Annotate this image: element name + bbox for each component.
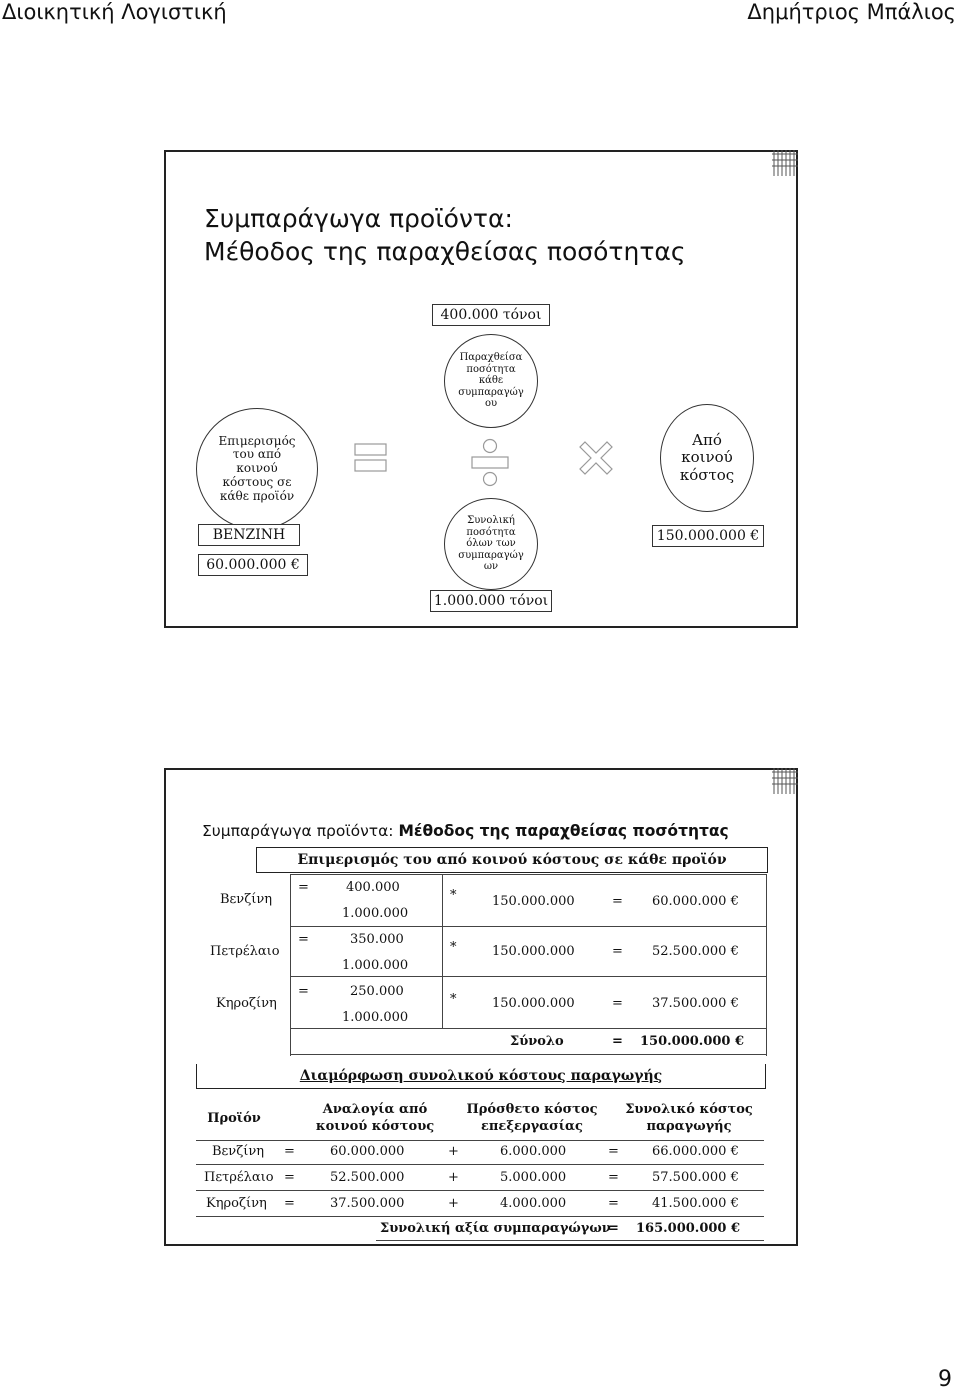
slide-title-line2: Μέθοδος της παραχθείσας ποσότητας xyxy=(204,237,686,266)
table-divider xyxy=(290,1054,766,1055)
grand-total-value: 165.000.000 € xyxy=(636,1221,741,1236)
joint-cost-box: 150.000.000 € xyxy=(652,525,764,547)
joint-cost: 150.000.000 xyxy=(492,894,575,909)
joint-share-value: 60.000.000 xyxy=(330,1144,405,1159)
production-cost-section-title-text: Διαμόρφωση συνολικού κόστους παραγωγής xyxy=(299,1068,663,1084)
plus-sign: + xyxy=(448,1170,459,1185)
product-quantity: 400.000 xyxy=(346,880,400,895)
joint-share-value: 52.500.000 xyxy=(330,1170,405,1185)
equals-sign: = xyxy=(298,984,309,999)
allocated-cost: 37.500.000 € xyxy=(652,996,739,1011)
circle-cost-allocation xyxy=(196,408,318,530)
table-divider xyxy=(196,1164,764,1165)
product-quantity: 250.000 xyxy=(350,984,404,999)
table-divider xyxy=(290,1028,766,1029)
production-cost-section-title xyxy=(196,1064,766,1089)
equals-sign: = xyxy=(612,996,623,1011)
product-name: Πετρέλαιο xyxy=(204,1170,274,1185)
circle-product-quantity-label: Παραχθείσα ποσότητα κάθε συμπαραγώγ ου xyxy=(458,352,524,410)
additional-cost-value: 5.000.000 xyxy=(500,1170,567,1185)
multiply-icon xyxy=(578,440,614,476)
circle-total-quantity-label: Συνολική ποσότητα όλων των συμπαραγώγ ων xyxy=(458,515,524,573)
table-divider xyxy=(196,1216,764,1217)
equals-sign: = xyxy=(612,1034,623,1049)
equals-sign: = xyxy=(608,1221,619,1236)
total-cost-value: 41.500.000 € xyxy=(652,1196,739,1211)
column-header-additional-cost: Πρόσθετο κόστος επεξεργασίας xyxy=(466,1102,598,1134)
slide-corner-decoration xyxy=(772,150,798,176)
allocation-total-value: 150.000.000 € xyxy=(640,1034,745,1049)
column-header-product: Προϊόν xyxy=(207,1111,261,1126)
table-divider xyxy=(376,1240,764,1241)
circle-total-quantity xyxy=(444,498,538,590)
product-name-box: ΒΕΝΖΙΝΗ xyxy=(198,524,300,546)
equals-sign: = xyxy=(608,1144,619,1159)
allocated-cost-box: 60.000.000 € xyxy=(198,554,308,576)
additional-cost-value: 4.000.000 xyxy=(500,1196,567,1211)
equals-sign: = xyxy=(284,1170,295,1185)
circle-cost-allocation-label: Επιμερισμός του από κοινού κόστους σε κάθε προϊόν xyxy=(218,433,296,503)
header-author: Δημήτριος Μπάλιος xyxy=(747,0,956,24)
circle-joint-cost-label: Από κοινού κόστος xyxy=(679,431,735,484)
product-name: Κηροζίνη xyxy=(216,996,277,1011)
slide-title xyxy=(202,822,729,840)
equals-sign: = xyxy=(612,894,623,909)
table-divider xyxy=(196,1190,764,1191)
table-divider xyxy=(196,1140,764,1141)
slide-title-line1: Συμπαράγωγα προϊόντα: xyxy=(204,204,513,233)
equals-sign: = xyxy=(608,1170,619,1185)
product-quantity: 350.000 xyxy=(350,932,404,947)
equals-icon xyxy=(354,442,388,474)
allocation-section-title: Επιμερισμός του από κοινού κόστους σε κάθε προϊόν xyxy=(256,847,768,873)
quantity-box-total: 1.000.000 τόνοι xyxy=(430,590,552,612)
slide-quantity-method-diagram xyxy=(164,150,798,628)
equals-sign: = xyxy=(612,944,623,959)
multiply-sign: * xyxy=(450,992,457,1007)
slide-quantity-method-tables xyxy=(164,768,798,1246)
equals-sign: = xyxy=(298,880,309,895)
joint-cost: 150.000.000 xyxy=(492,944,575,959)
header-course-title: Διοικητική Λογιστική xyxy=(2,0,227,24)
total-quantity: 1.000.000 xyxy=(342,906,409,921)
allocation-total-label: Σύνολο xyxy=(510,1034,564,1049)
grand-total-label: Συνολική αξία συμπαραγώγων xyxy=(380,1221,611,1236)
slide-corner-decoration xyxy=(772,768,798,794)
total-quantity: 1.000.000 xyxy=(342,1010,409,1025)
allocated-cost: 52.500.000 € xyxy=(652,944,739,959)
table-divider xyxy=(290,976,766,977)
divide-icon xyxy=(470,438,510,494)
product-name: Βενζίνη xyxy=(220,892,273,907)
plus-sign: + xyxy=(448,1144,459,1159)
slide-title-plain: Συμπαράγωγα προϊόντα: xyxy=(202,822,399,840)
equals-sign: = xyxy=(284,1144,295,1159)
product-name: Πετρέλαιο xyxy=(210,944,280,959)
table-divider xyxy=(766,874,767,1056)
joint-cost: 150.000.000 xyxy=(492,996,575,1011)
equals-sign: = xyxy=(608,1196,619,1211)
table-divider xyxy=(442,874,443,1028)
slide-title xyxy=(204,202,686,268)
column-header-joint-share: Αναλογία από κοινού κόστους xyxy=(315,1102,435,1134)
total-quantity: 1.000.000 xyxy=(342,958,409,973)
additional-cost-value: 6.000.000 xyxy=(500,1144,567,1159)
circle-joint-cost xyxy=(660,404,754,512)
joint-share-value: 37.500.000 xyxy=(330,1196,405,1211)
product-name: Κηροζίνη xyxy=(206,1196,267,1211)
plus-sign: + xyxy=(448,1196,459,1211)
equals-sign: = xyxy=(298,932,309,947)
table-divider xyxy=(290,926,766,927)
multiply-sign: * xyxy=(450,888,457,903)
table-divider xyxy=(290,874,766,875)
total-cost-value: 57.500.000 € xyxy=(652,1170,739,1185)
slide-title-bold: Μέθοδος της παραχθείσας ποσότητας xyxy=(398,822,729,840)
page-number: 9 xyxy=(938,1367,952,1392)
product-name: Βενζίνη xyxy=(212,1144,265,1159)
equals-sign: = xyxy=(284,1196,295,1211)
quantity-box-product: 400.000 τόνοι xyxy=(432,304,550,326)
column-header-total-cost: Συνολικό κόστος παραγωγής xyxy=(625,1102,753,1134)
circle-product-quantity xyxy=(444,334,538,428)
multiply-sign: * xyxy=(450,940,457,955)
allocated-cost: 60.000.000 € xyxy=(652,894,739,909)
total-cost-value: 66.000.000 € xyxy=(652,1144,739,1159)
